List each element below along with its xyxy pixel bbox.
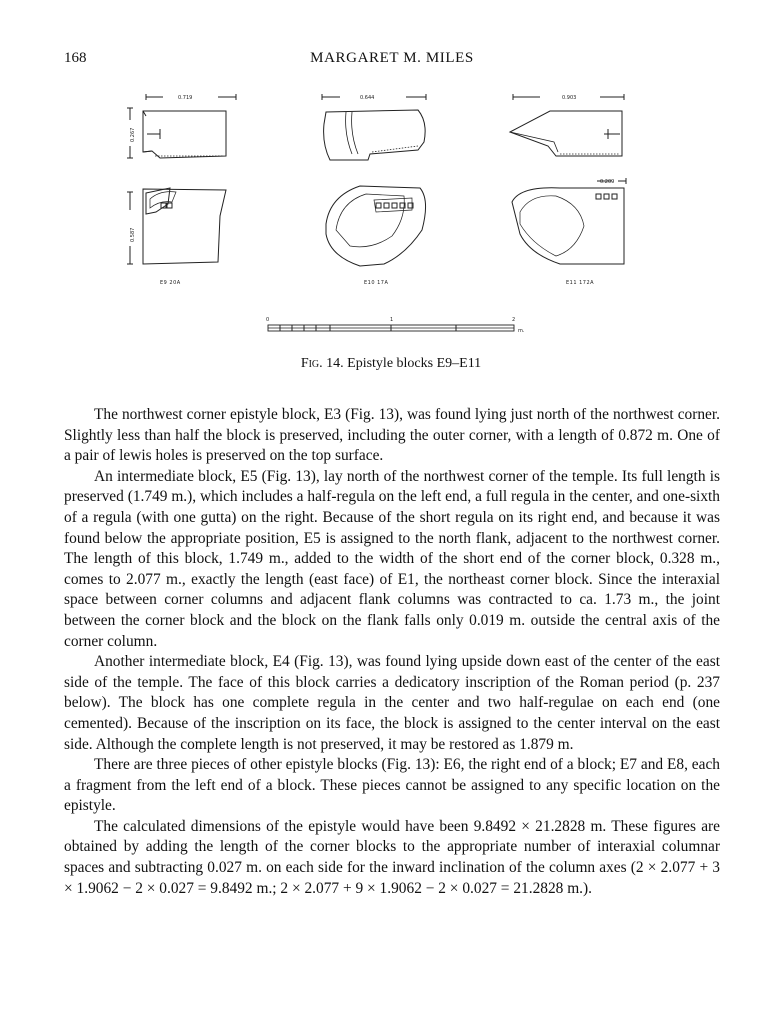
figure-drawing	[0, 84, 782, 374]
block-e10-top-drawing	[322, 94, 426, 160]
scale-tick-0: 0	[266, 317, 270, 323]
label-e11: E11 172A	[566, 280, 595, 286]
paragraph: The calculated dimensions of the epistyle would have been 9.8492 × 21.2828 m. These figures are obtained by adding the length of the corner blocks to the appropriate number of interaxial columnar spaces and subtracting 0.027 m. on each side for the inward inclination of the column axes (2 × 2.077 + 3 × 1.9062 − 2 × 0.027 = 9.8492 m.; 2 × 2.077 + 9 × 1.9062 − 2 × 0.027 = 21.2828 m.).	[64, 817, 720, 897]
dim-e11-top: 0.903	[562, 95, 577, 101]
paragraph: An intermediate block, E5 (Fig. 13), lay north of the northwest corner of the temple. Its full length is preserved (1.749 m.), which includes a half-regula on the left end, a full regula in the center, and one-sixth of a regula (with one gutta) on the right. Because of the short regula on its right end, and because it was found below the appropriate position, E5 is assigned to the north flank, adjacent to the northwest corner. The length of this block, 1.749 m., added to the width of the short end of the corner block, 0.328 m., comes to 2.077 m., exactly the length (east face) of E1, the northeast corner block. Since the interaxial space between corner columns and adjacent flank columns was contracted to ca. 1.73 m., the joint between the corner block and the block on the flank falls only 0.019 m. outside the central axis of the corner column.	[64, 467, 720, 650]
scale-tick-2: 2	[512, 317, 516, 323]
paragraph: There are three pieces of other epistyle blocks (Fig. 13): E6, the right end of a block; E7 and E8, each a fragment from the left end of a block. These pieces cannot be assigned to any specific location on the epistyle.	[64, 756, 720, 815]
dim-e11-extra: 0.209	[600, 179, 615, 185]
figure-caption	[0, 356, 782, 372]
body-text	[64, 405, 720, 899]
paragraph: Another intermediate block, E4 (Fig. 13), was found lying upside down east of the center of the east side of the temple. The face of this block carries a dedicatory inscription of the Roman period (p. 237 below). The block has one complete regula in the center and two half-regulae on each end (one cemented). Because of the inscription on its face, the block is assigned to the center interval on the east side. Although the complete length is not preserved, it may be restored as 1.879 m.	[64, 653, 720, 753]
block-e10-section-drawing	[326, 186, 426, 266]
dim-e9-side-lower: 0.587	[130, 227, 136, 242]
dim-e9-side: 0.267	[130, 127, 136, 142]
block-e11-top-drawing	[510, 94, 626, 184]
label-e9: E9 20A	[160, 280, 181, 286]
dim-e10-top: 0.644	[360, 95, 375, 101]
page-header	[64, 50, 720, 74]
block-e9-top-drawing	[127, 94, 236, 158]
scale-tick-1: 1	[390, 317, 394, 323]
label-e10: E10 17A	[364, 280, 389, 286]
scale-bar-drawing	[268, 325, 514, 331]
dim-e9-top: 0.719	[178, 95, 193, 101]
block-e9-section-drawing	[127, 188, 226, 264]
scale-unit: m.	[518, 328, 525, 334]
caption-label: Fig. 14.	[300, 356, 344, 371]
figure-epistyle-blocks	[0, 84, 782, 374]
running-head: MARGARET M. MILES	[310, 50, 474, 66]
page-number: 168	[64, 50, 87, 66]
block-e11-section-drawing	[512, 188, 624, 264]
caption-text: Epistyle blocks E9–E11	[347, 356, 482, 371]
paragraph: The northwest corner epistyle block, E3 (Fig. 13), was found lying just north of the northwest corner. Slightly less than half the block is preserved, including the outer corner, with a length of 0.872 m. One of a pair of lewis holes is preserved on the top surface.	[64, 406, 720, 465]
